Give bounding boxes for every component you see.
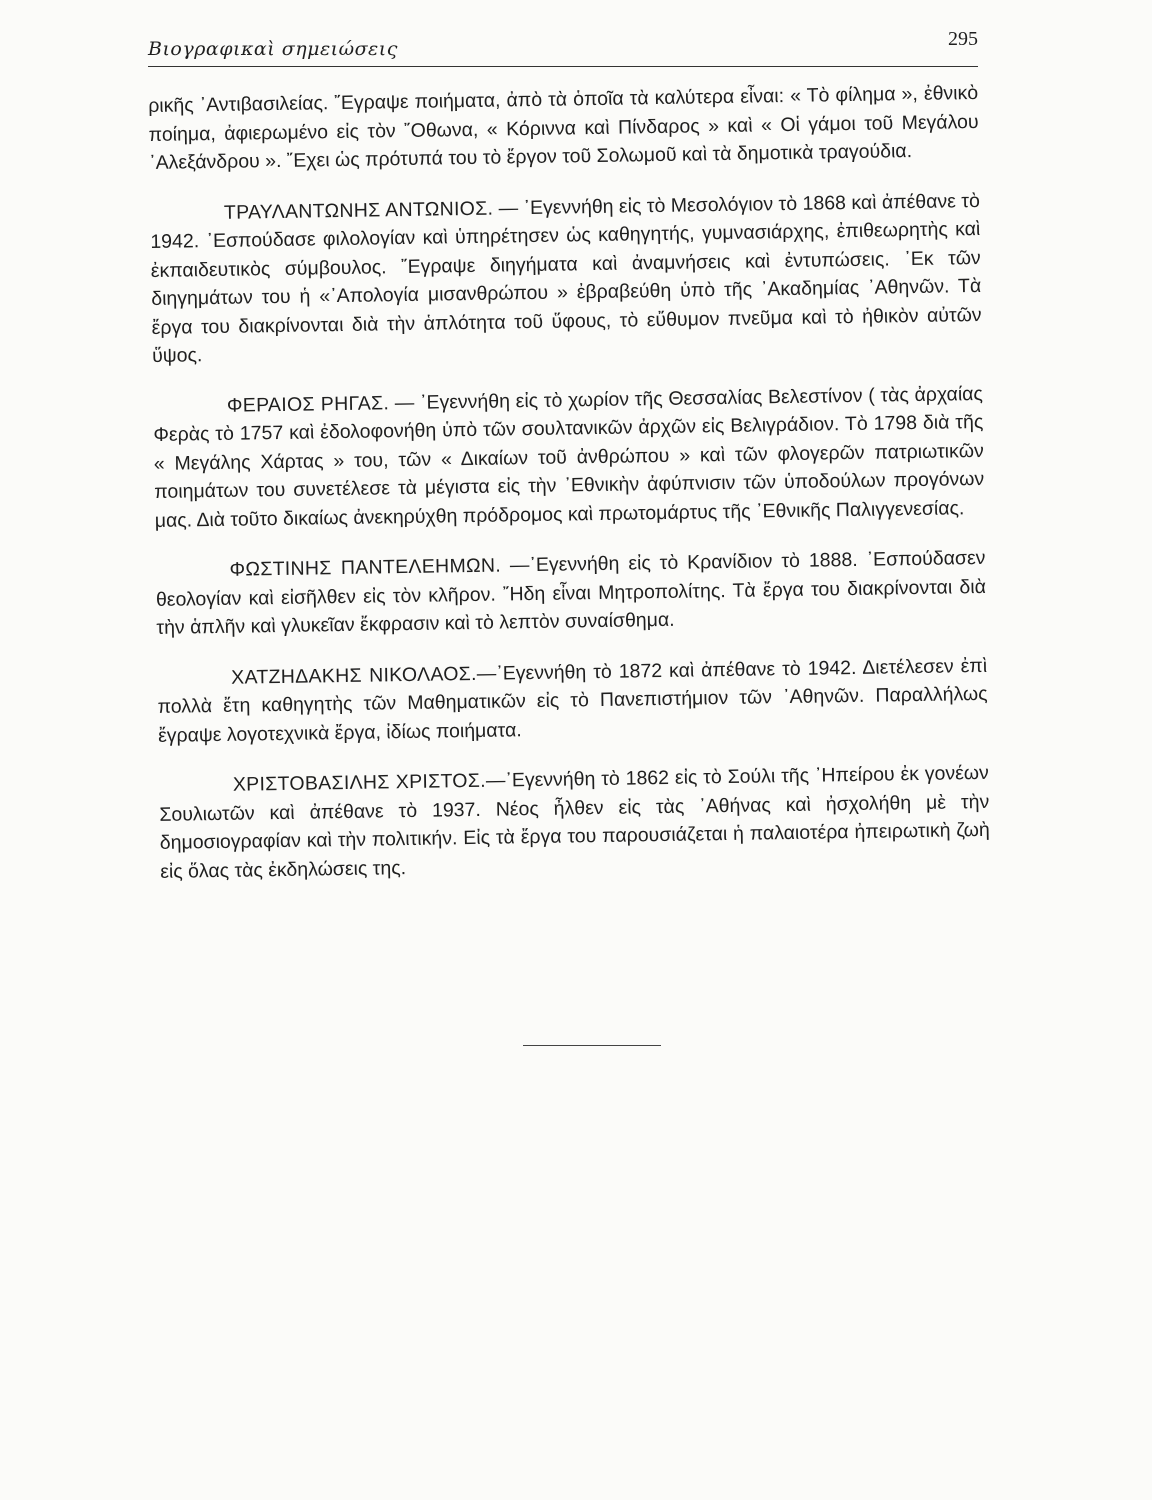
running-title: Βιογραφικαὶ σημειώσεις	[148, 38, 398, 60]
section-end-rule	[523, 1045, 661, 1046]
entry-travlantonis	[150, 186, 983, 370]
entry-name: ΦΕΡΑΙΟΣ ΡΗΓΑΣ.	[226, 391, 390, 417]
entry-text: — ᾿Εγεννήθη εἰς τὸ Μεσολόγιον τὸ 1868 καὶ ἀπέθανε τὸ 1942. ᾿Εσπούδασε φιλολογίαν καὶ ὑπηρέτησεν ὡς καθηγητής, γυμνασιάρχης, ἐπιθεωρητὴς καὶ ἐκπαιδευτικὸς σύμβουλος. ῎Εγραψε διηγήματα καὶ ἀναμνήσεις καὶ ἐντυπώσεις. ᾿Εκ τῶν διηγημάτων του ἡ «᾿Απολογία μισανθρώπου » ἐβραβεύθη ὑπὸ τῆς ᾿Ακαδημίας ᾿Αθηνῶν. Τὰ ἔργα του διακρίνονται διὰ τὴν ἁπλότητα τοῦ ὕφους, τὸ εὔθυμον πνεῦμα καὶ τὸ ἠθικὸν αὐτῶν ὕψος.	[150, 189, 982, 367]
entry-feraios	[153, 379, 985, 535]
entry-text: —᾿Εγεννήθη εἰς τὸ Κρανίδιον τὸ 1888. ᾿Εσπούδασεν θεολογίαν καὶ εἰσῆλθεν εἰς τὸν κλῆρον. ῎Ηδη εἶναι Μητροπολίτης. Τὰ ἔργα του διακρίνονται διὰ τὴν ἁπλῆν καὶ γλυκεῖαν ἔκφρασιν καὶ τὸ λεπτὸν συναίσθημα.	[155, 546, 987, 639]
paragraph-text: ρικῆς ᾿Αντιβασιλείας. ῎Εγραψε ποιήματα, ἀπὸ τὰ ὁποῖα τὰ καλύτερα εἶναι: « Τὸ φίλημα », ἐθνικὸ ποίημα, ἀφιερωμένο εἰς τὸν ῎Οθωνα, « Κόριννα καὶ Πίνδαρος » καὶ « Οἱ γάμοι τοῦ Μεγάλου ᾿Αλεξάνδρου ». ῎Εχει ὡς πρότυπά του τὸ ἔργον τοῦ Σολωμοῦ καὶ τὰ δημοτικὰ τραγούδια.	[148, 81, 979, 174]
entry-name: ΧΑΤΖΗΔΑΚΗΣ ΝΙΚΟΛΑΟΣ.	[231, 662, 477, 689]
entry-text: — ᾿Εγεννήθη εἰς τὸ χωρίον τῆς Θεσσαλίας Βελεστίνον ( τὰς ἀρχαίας Φερὰς τὸ 1757 καὶ ἐδολοφονήθη ὑπὸ τῶν σουλτανικῶν ἀρχῶν εἰς Βελιγράδιον. Τὸ 1798 διὰ τῆς « Μεγάλης Χάρτας » του, τῶν « Δικαίων τοῦ ἀνθρώπου » καὶ τῶν φλογερῶν πατριωτικῶν ποιημάτων του συνετέλεσε τὰ μέγιστα εἰς τὴν ᾿Εθνικὴν ἀφύπνισιν τῶν ὑποδούλων προγόνων μας. Διὰ τοῦτο δικαίως ἀνεκηρύχθη πρόδρομος καὶ πρωτομάρτυς τῆς ᾿Εθνικῆς Παλιγγενεσίας.	[153, 382, 985, 532]
entry-christovasilis	[159, 759, 991, 886]
entry-text: —᾿Εγεννήθη τὸ 1872 καὶ ἀπέθανε τὸ 1942. Διετέλεσεν ἐπὶ πολλὰ ἔτη καθηγητὴς τῶν Μαθηματικῶν εἰς τὸ Πανεπιστήμιον τῶν ᾿Αθηνῶν. Παραλλήλως ἔγραψε λογοτεχνικὰ ἔργα, ἰδίως ποιήματα.	[157, 654, 988, 747]
paragraph-continuation	[148, 79, 979, 178]
entry-text: —᾿Εγεννήθη τὸ 1862 εἰς τὸ Σούλι τῆς ᾿Ηπείρου ἐκ γονέων Σουλιωτῶν καὶ ἀπέθανε τὸ 1937. Νέος ἦλθεν εἰς τὰς ᾿Αθήνας καὶ ἠσχολήθη μὲ τὴν δημοσιογραφίαν καὶ τὴν πολιτικήν. Εἰς τὰ ἔργα του παρουσιάζεται ἡ παλαιοτέρα ἠπειρωτικὴ ζωὴ εἰς ὅλας τὰς ἐκδηλώσεις της.	[159, 761, 990, 883]
header-rule	[148, 66, 978, 67]
biographical-notes	[148, 79, 991, 908]
entry-name: ΤΡΑΥΛΑΝΤΩΝΗΣ ΑΝΤΩΝΙΟΣ.	[223, 197, 494, 224]
entry-chatzidakis	[157, 651, 988, 750]
running-header	[148, 28, 978, 66]
entry-name: ΧΡΙΣΤΟΒΑΣΙΛΗΣ ΧΡΙΣΤΟΣ.	[232, 769, 487, 796]
entry-name: ΦΩΣΤΙΝΗΣ ΠΑΝΤΕΛΕΗΜΩΝ.	[229, 554, 502, 581]
entry-fostinis	[155, 544, 986, 643]
page-number: 295	[948, 28, 978, 50]
